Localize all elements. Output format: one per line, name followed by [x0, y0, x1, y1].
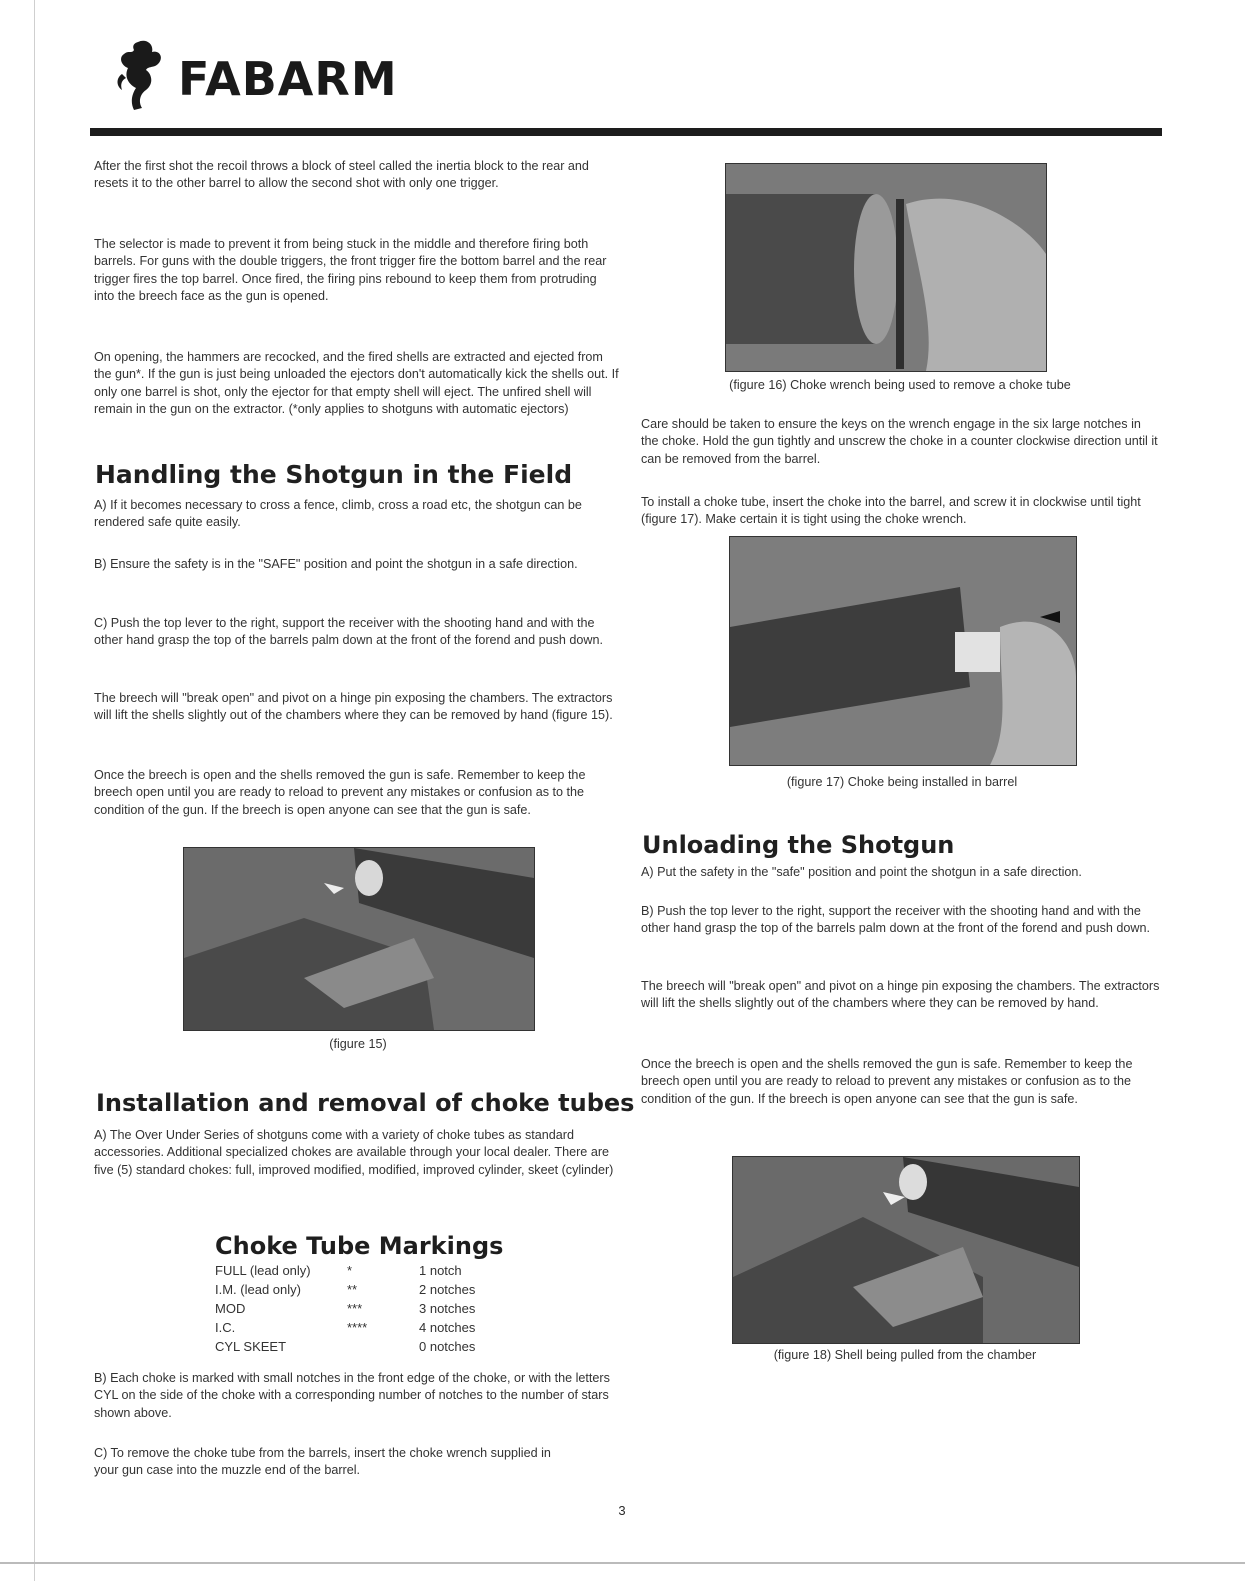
choke-row — [215, 1337, 475, 1356]
install-choke-paragraph: To install a choke tube, insert the choke into the barrel, and screw it in clockwise until tight (figure 17). Make certain it is tight using the choke wrench. — [641, 495, 1141, 527]
figure-15-photo — [183, 847, 535, 1031]
choke-notches: 0 notches — [419, 1339, 476, 1354]
choke-notches: 2 notches — [419, 1282, 476, 1297]
choke-notches: 3 notches — [419, 1301, 476, 1316]
handling-step-b: B) Ensure the safety is in the "SAFE" position and point the shotgun in a safe direction. — [94, 557, 578, 571]
install-heading: Installation and removal of choke tubes — [96, 1089, 635, 1117]
figure-17-caption: (figure 17) Choke being installed in barrel — [786, 775, 1018, 789]
unload-safe-note: Once the breech is open and the shells removed the gun is safe. Remember to keep the breech open until you are ready to reload to prevent any mistakes or confusion as to the condition of the gun. If the breech is open anyone can see that the gun is safe. — [641, 1057, 1133, 1106]
choke-name: MOD — [215, 1301, 246, 1316]
install-step-b: B) Each choke is marked with small notches in the front edge of the choke, or with the letters CYL on the side of the choke with a corresponding number of notches to the number of stars shown above. — [94, 1371, 610, 1420]
choke-stars — [347, 1337, 419, 1356]
intro-paragraph-2: The selector is made to prevent it from being stuck in the middle and therefore firing both barrels. For guns with the double triggers, the front trigger fire the bottom barrel and the rear trigger fires the top barrel. Once fired, the firing pins rebound to keep them from protruding into the breech face as the gun is opened. — [94, 237, 607, 304]
choke-row — [215, 1261, 475, 1280]
figure-16-caption: (figure 16) Choke wrench being used to remove a choke tube — [729, 378, 1071, 392]
choke-stars: *** — [347, 1301, 363, 1316]
figure-17-photo — [729, 536, 1077, 766]
choke-stars: ** — [347, 1282, 358, 1297]
page-number: 3 — [618, 1503, 626, 1518]
install-step-c: C) To remove the choke tube from the barrels, insert the choke wrench supplied in your gun case into the muzzle end of the barrel. — [94, 1446, 551, 1478]
brand-logo — [108, 34, 398, 114]
choke-stars: **** — [347, 1320, 368, 1335]
handling-heading: Handling the Shotgun in the Field — [95, 460, 573, 489]
figure-18-photo — [732, 1156, 1080, 1344]
handling-break-open: The breech will "break open" and pivot on a hinge pin exposing the chambers. The extractors will lift the shells slightly out of the chambers where they can be removed by hand (figure 15). — [94, 691, 613, 723]
brand-name: FABARM — [178, 52, 398, 106]
care-paragraph: Care should be taken to ensure the keys on the wrench engage in the six large notches in the choke. Hold the gun tightly and unscrew the choke in a counter clockwise direction until it can be removed from the barrel. — [641, 417, 1158, 466]
choke-name: I.C. — [215, 1320, 236, 1335]
unload-step-a: A) Put the safety in the "safe" position and point the shotgun in a safe direction. — [641, 865, 1082, 879]
choke-name: I.M. (lead only) — [215, 1282, 301, 1297]
choke-row — [215, 1280, 475, 1299]
handling-safe-note: Once the breech is open and the shells removed the gun is safe. Remember to keep the breech open until you are ready to reload to prevent any mistakes or confusion as to the condition of the gun. If the breech is open anyone can see that the gun is safe. — [94, 768, 586, 817]
intro-paragraph-1: After the first shot the recoil throws a block of steel called the inertia block to the rear and resets it to the other barrel to allow the second shot with only one trigger. — [94, 159, 589, 191]
choke-stars: * — [347, 1263, 353, 1278]
page-bottom-edge — [0, 1562, 1245, 1564]
handling-step-a: A) If it becomes necessary to cross a fence, climb, cross a road etc, the shotgun can be rendered safe quite easily. — [94, 498, 582, 530]
choke-row — [215, 1299, 475, 1318]
choke-notches: 4 notches — [419, 1320, 476, 1335]
choke-notches: 1 notch — [419, 1263, 462, 1278]
handling-step-c: C) Push the top lever to the right, support the receiver with the shooting hand and with the other hand grasp the top of the barrels palm down at the front of the forend and push down. — [94, 616, 603, 648]
intro-paragraph-3: On opening, the hammers are recocked, and the fired shells are extracted and ejected from the gun*. If the gun is just being unloaded the ejectors don't automatically kick the shells out. If only one barrel is shot, only the ejector for that empty shell will eject. The unfired shell will remain in the gun on the extractor. (*only applies to shotguns with automatic ejectors) — [94, 350, 619, 417]
header-rule — [90, 128, 1162, 136]
figure-18-caption: (figure 18) Shell being pulled from the chamber — [773, 1348, 1037, 1362]
choke-markings-table — [215, 1261, 475, 1356]
figure-16-photo — [725, 163, 1047, 372]
choke-row — [215, 1318, 475, 1337]
choke-name: FULL (lead only) — [215, 1263, 311, 1278]
griffin-icon — [108, 34, 170, 114]
choke-markings-title: Choke Tube Markings — [215, 1232, 504, 1260]
unload-break-open: The breech will "break open" and pivot on a hinge pin exposing the chambers. The extractors will lift the shells slightly out of the chambers where they can be removed by hand. — [641, 979, 1160, 1011]
unload-heading: Unloading the Shotgun — [642, 831, 955, 859]
figure-15-caption: (figure 15) — [329, 1037, 387, 1051]
install-step-a: A) The Over Under Series of shotguns come with a variety of choke tubes as standard accessories. Additional specialized chokes are available through your local dealer. There are five (5) standard chokes: full, improved modified, modified, improved cylinder, skeet (cylinder) — [94, 1128, 614, 1177]
choke-name: CYL SKEET — [215, 1339, 287, 1354]
page-left-edge — [34, 0, 35, 1581]
unload-step-b: B) Push the top lever to the right, support the receiver with the shooting hand and with the other hand grasp the top of the barrels palm down at the front of the forend and push down. — [641, 904, 1150, 936]
